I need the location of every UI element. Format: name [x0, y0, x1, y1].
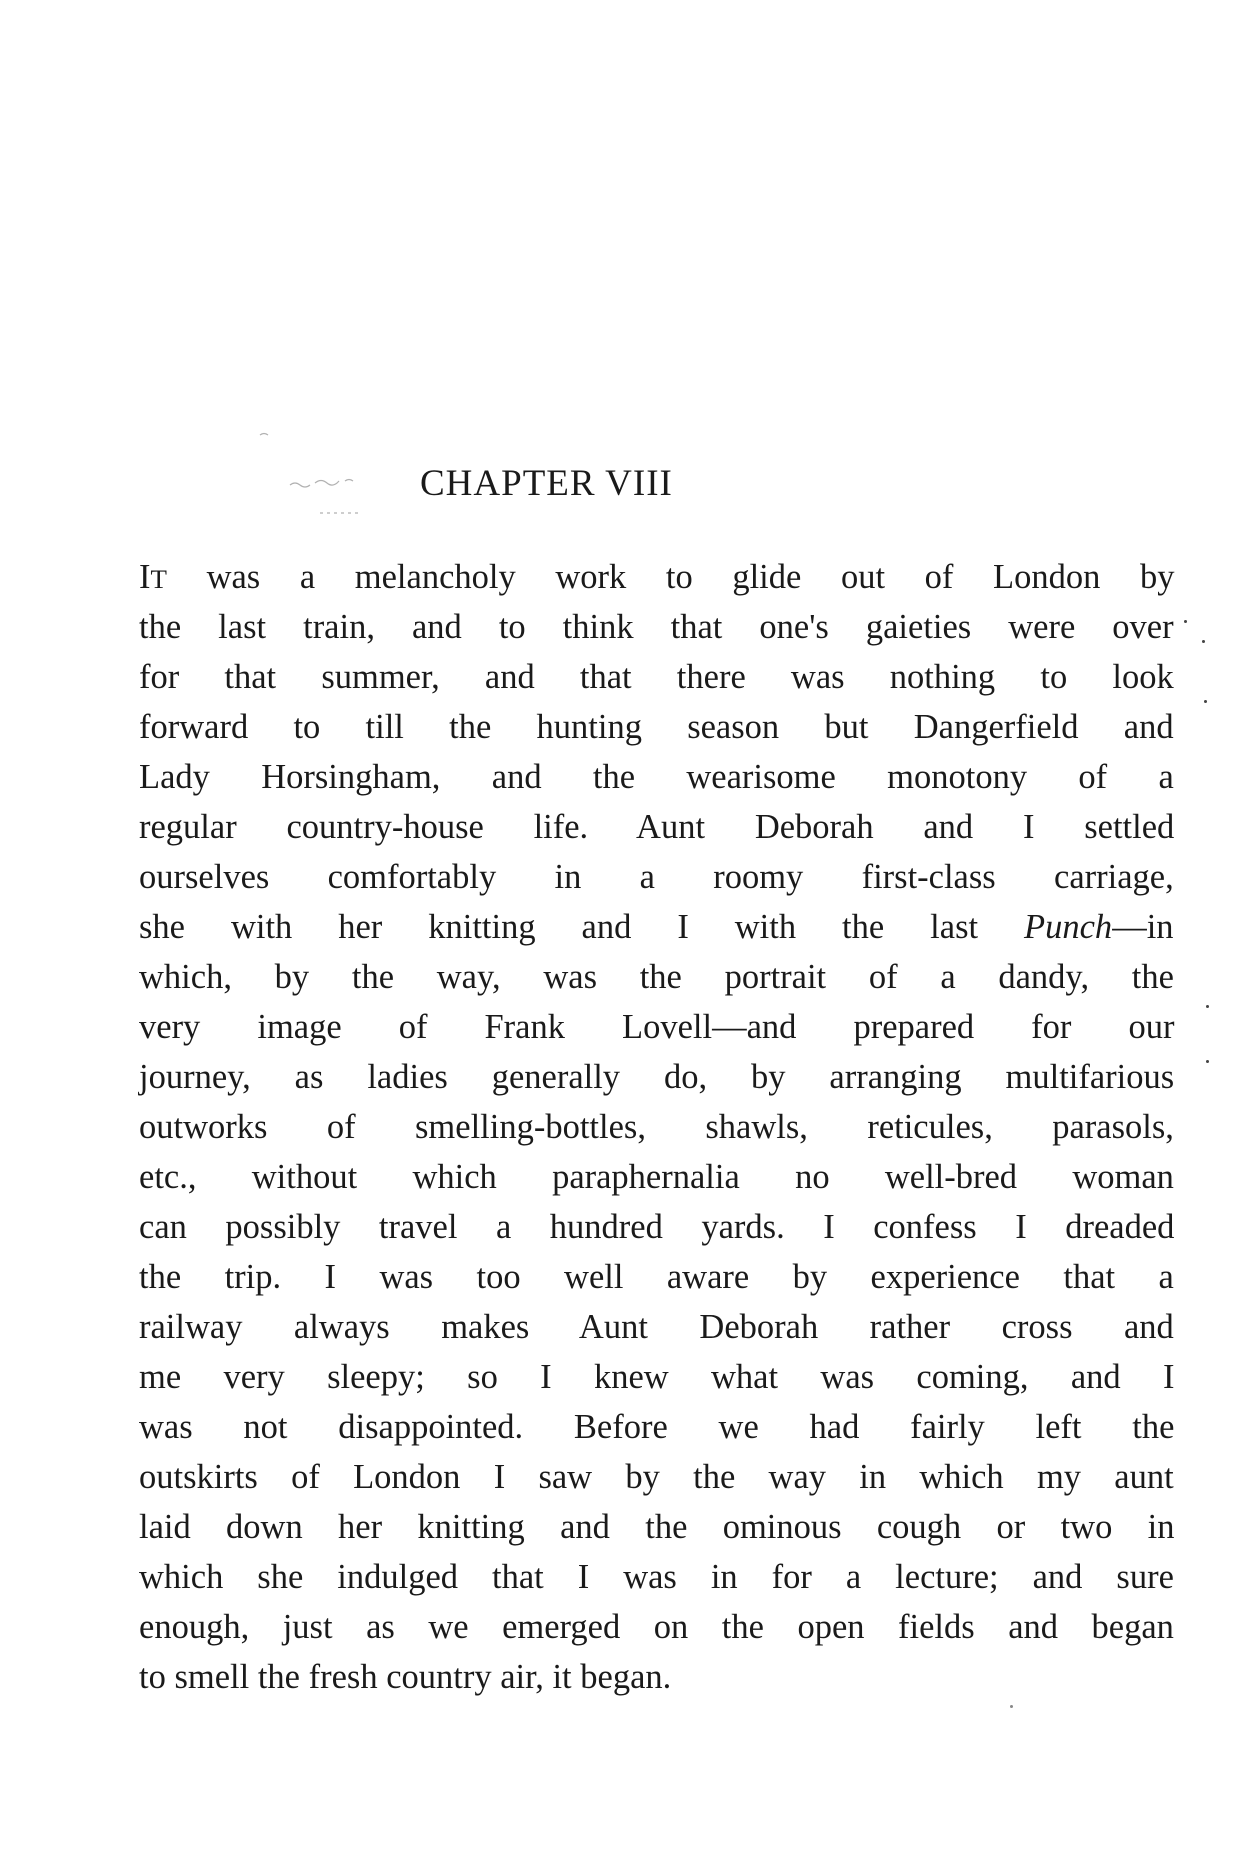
- margin-speck: [1010, 1705, 1013, 1708]
- text-line: ourselves comfortably in a roomy first-class carriage,: [139, 858, 1174, 896]
- text-line: outskirts of London I saw by the way in which my aunt: [139, 1458, 1174, 1496]
- chapter-heading: CHAPTER VIII: [420, 463, 673, 504]
- text-line: the trip. I was too well aware by experience that a: [139, 1258, 1174, 1296]
- text-line: very image of Frank Lovell—and prepared for our: [139, 1008, 1175, 1046]
- text-line: the last train, and to think that one's gaieties were over: [139, 608, 1174, 646]
- text-line: forward to till the hunting season but Dangerfield and: [139, 708, 1174, 746]
- text-line: she with her knitting and I with the last Punch—in: [139, 908, 1174, 946]
- faded-library-stamp: [250, 415, 410, 515]
- text-line: which, by the way, was the portrait of a dandy, the: [139, 958, 1174, 996]
- text-line: laid down her knitting and the ominous cough or two in: [139, 1508, 1175, 1546]
- text-line: regular country-house life. Aunt Deborah and I settled: [139, 808, 1175, 846]
- text-line: was not disappointed. Before we had fairly left the: [139, 1408, 1175, 1446]
- chapter-body-text: [139, 552, 1174, 1702]
- text-line: outworks of smelling-bottles, shawls, reticules, parasols,: [139, 1108, 1174, 1146]
- text-line: which she indulged that I was in for a lecture; and sure: [139, 1558, 1174, 1596]
- text-line: to smell the fresh country air, it began.: [139, 1658, 672, 1696]
- text-line: journey, as ladies generally do, by arranging multifarious: [139, 1058, 1175, 1096]
- text-line: IT was a melancholy work to glide out of London by: [139, 558, 1175, 596]
- text-line: Lady Horsingham, and the wearisome monotony of a: [139, 758, 1174, 796]
- margin-specks: [1180, 620, 1220, 1420]
- text-line: railway always makes Aunt Deborah rather cross and: [139, 1308, 1174, 1346]
- text-line: can possibly travel a hundred yards. I confess I dreaded: [139, 1208, 1175, 1246]
- text-line: me very sleepy; so I knew what was coming, and I: [139, 1358, 1175, 1396]
- text-line: enough, just as we emerged on the open fields and began: [139, 1608, 1174, 1646]
- text-line: etc., without which paraphernalia no well-bred woman: [139, 1158, 1174, 1196]
- text-line: for that summer, and that there was nothing to look: [139, 658, 1174, 696]
